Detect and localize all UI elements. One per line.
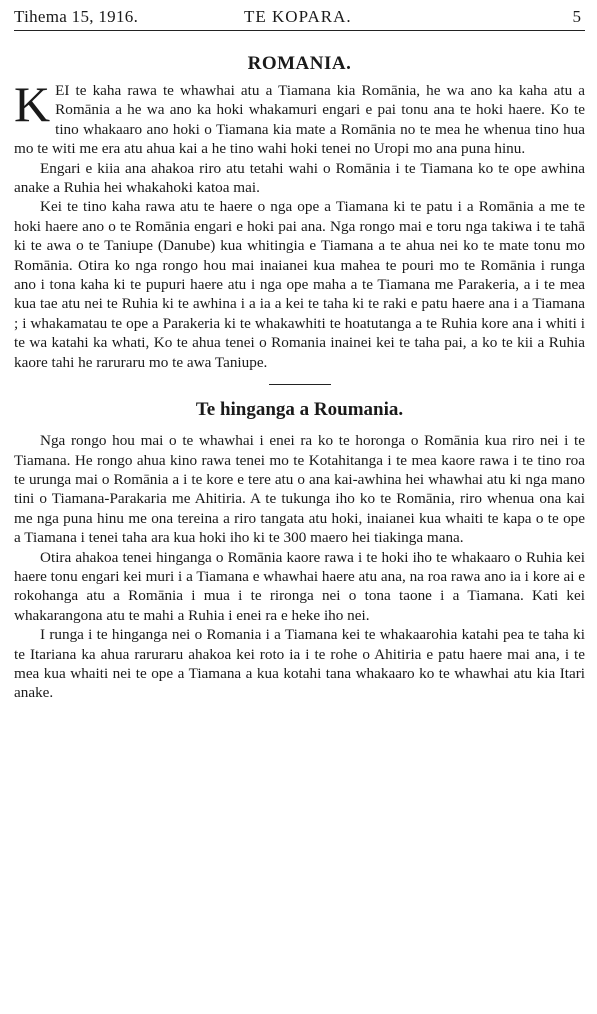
article-paragraph: KEI te kaha rawa te whawhai atu a Tiamana kia Romānia, he wa ano ka kaha atu a Romānia a he wa ano ka hoki whakamuri engari e pai tonu ana te hoki haere. Ko te tino whakaaro ano hoki o Tiamana kia mate a Romānia no te mea he whenua tino hua mo te witi me era atu ahua kai a he tino wahi hoki tenei no Uropi mo ana puna hinu.	[14, 76, 585, 158]
article-paragraph: Nga rongo hou mai o te whawhai i enei ra ko te horonga o Romānia kua riro nei i te Tiamana. He rongo ahua kino rawa tenei mo te Kotahitanga i te mea kaore rawa i te tino roa te urunga mai o Romānia a i te kore e tere atu o ana kai-awhina hei whawhai atu ki nga mano tini o Tiamana-Parakaria me Ahitiria. A te tukunga iho ko te Romānia, riro whenua ona kai me nga puna hinu me ona tereina a riro tangata atu hoki, inaianei kua whaiti te kapa o te ope a Tiamana i tenei taha ara kua hoki iho ki te 300 maero hei tiakinga mana.	[14, 432, 585, 547]
article-title-hinganga: Te hinganga a Roumania.	[195, 399, 404, 421]
article-paragraph: Kei te tino kaha rawa atu te haere o nga ope a Tiamana ki te patu i a Romānia a me te hoki haere ano o te Romānia engari e hoki pai ana. Nga rongo mai e toru nga takiwa i te tahā ki te awa o te Taniupe (Danube) kua whitingia e Tiamana a te ahua nei ko te mate tonu mo Romānia. Otira ko nga rongo hou mai inaianei kua mahea te pouri mo te Romānia i runga ano i tona kaha ki te pupuri haere atu i nga ope maha a te Tiamana me Parakeria, a i te mea kua tae atu nei te Ruhia ki te awhina i a ia a kei te taha ki te raki e patu haere ana i a Tiamana ; i whakamatau te ope a Parakeria ki te whakawhiti te hoatutanga a te Ruhia kore ana i whiti i te wa katahi ka whati, Ko te ahua tenei o Romania inainei kei te taha pai, a ko te kii a Ruhia kaore tahi he raruraru mo te awa Taniupe.	[14, 198, 585, 371]
article-title-romania: ROMANIA.	[247, 53, 352, 74]
page-header	[14, 0, 585, 31]
article-paragraph: Engari e kiia ana ahakoa riro atu tetahi wahi o Romānia i te Tiamana ko te ope awhina anake a Ruhia hei whakahoki katoa mai.	[14, 159, 585, 197]
article-romania	[14, 76, 585, 372]
article-paragraph: I runga i te hinganga nei o Romania i a Tiamana kei te whakaarohia katahi pea te taha ki te Itariana ka ahua raruraru ahakoa kei roto ia i te rohe o Ahitiria e patu haere mai ana, i te mea kua whaiti nei te ope a Tiamana a kua kotahi tana whakaaro ko te whawhai atu kia Itari anake.	[14, 626, 585, 702]
page-number: 5	[572, 7, 581, 26]
section-divider	[269, 384, 331, 385]
paper-title: TE KOPARA.	[244, 7, 352, 26]
article-hinganga	[14, 431, 585, 703]
article-paragraph: Otira ahakoa tenei hinganga o Romānia kaore rawa i te hoki iho te whakaaro o Ruhia kei haere tonu engari kei muri i a Tiamana e whawhai haere atu ana, na roa rawa ano ia i kore ai e rokohanga atu a Romānia i mua i te rironga nei o tona taone i a Tiamana. Kati kei whakarangona atu te mahi a Ruhia i enei ra e heke iho nei.	[14, 548, 585, 624]
issue-date: Tihema 15, 1916.	[14, 7, 139, 26]
drop-cap: K	[14, 76, 51, 132]
